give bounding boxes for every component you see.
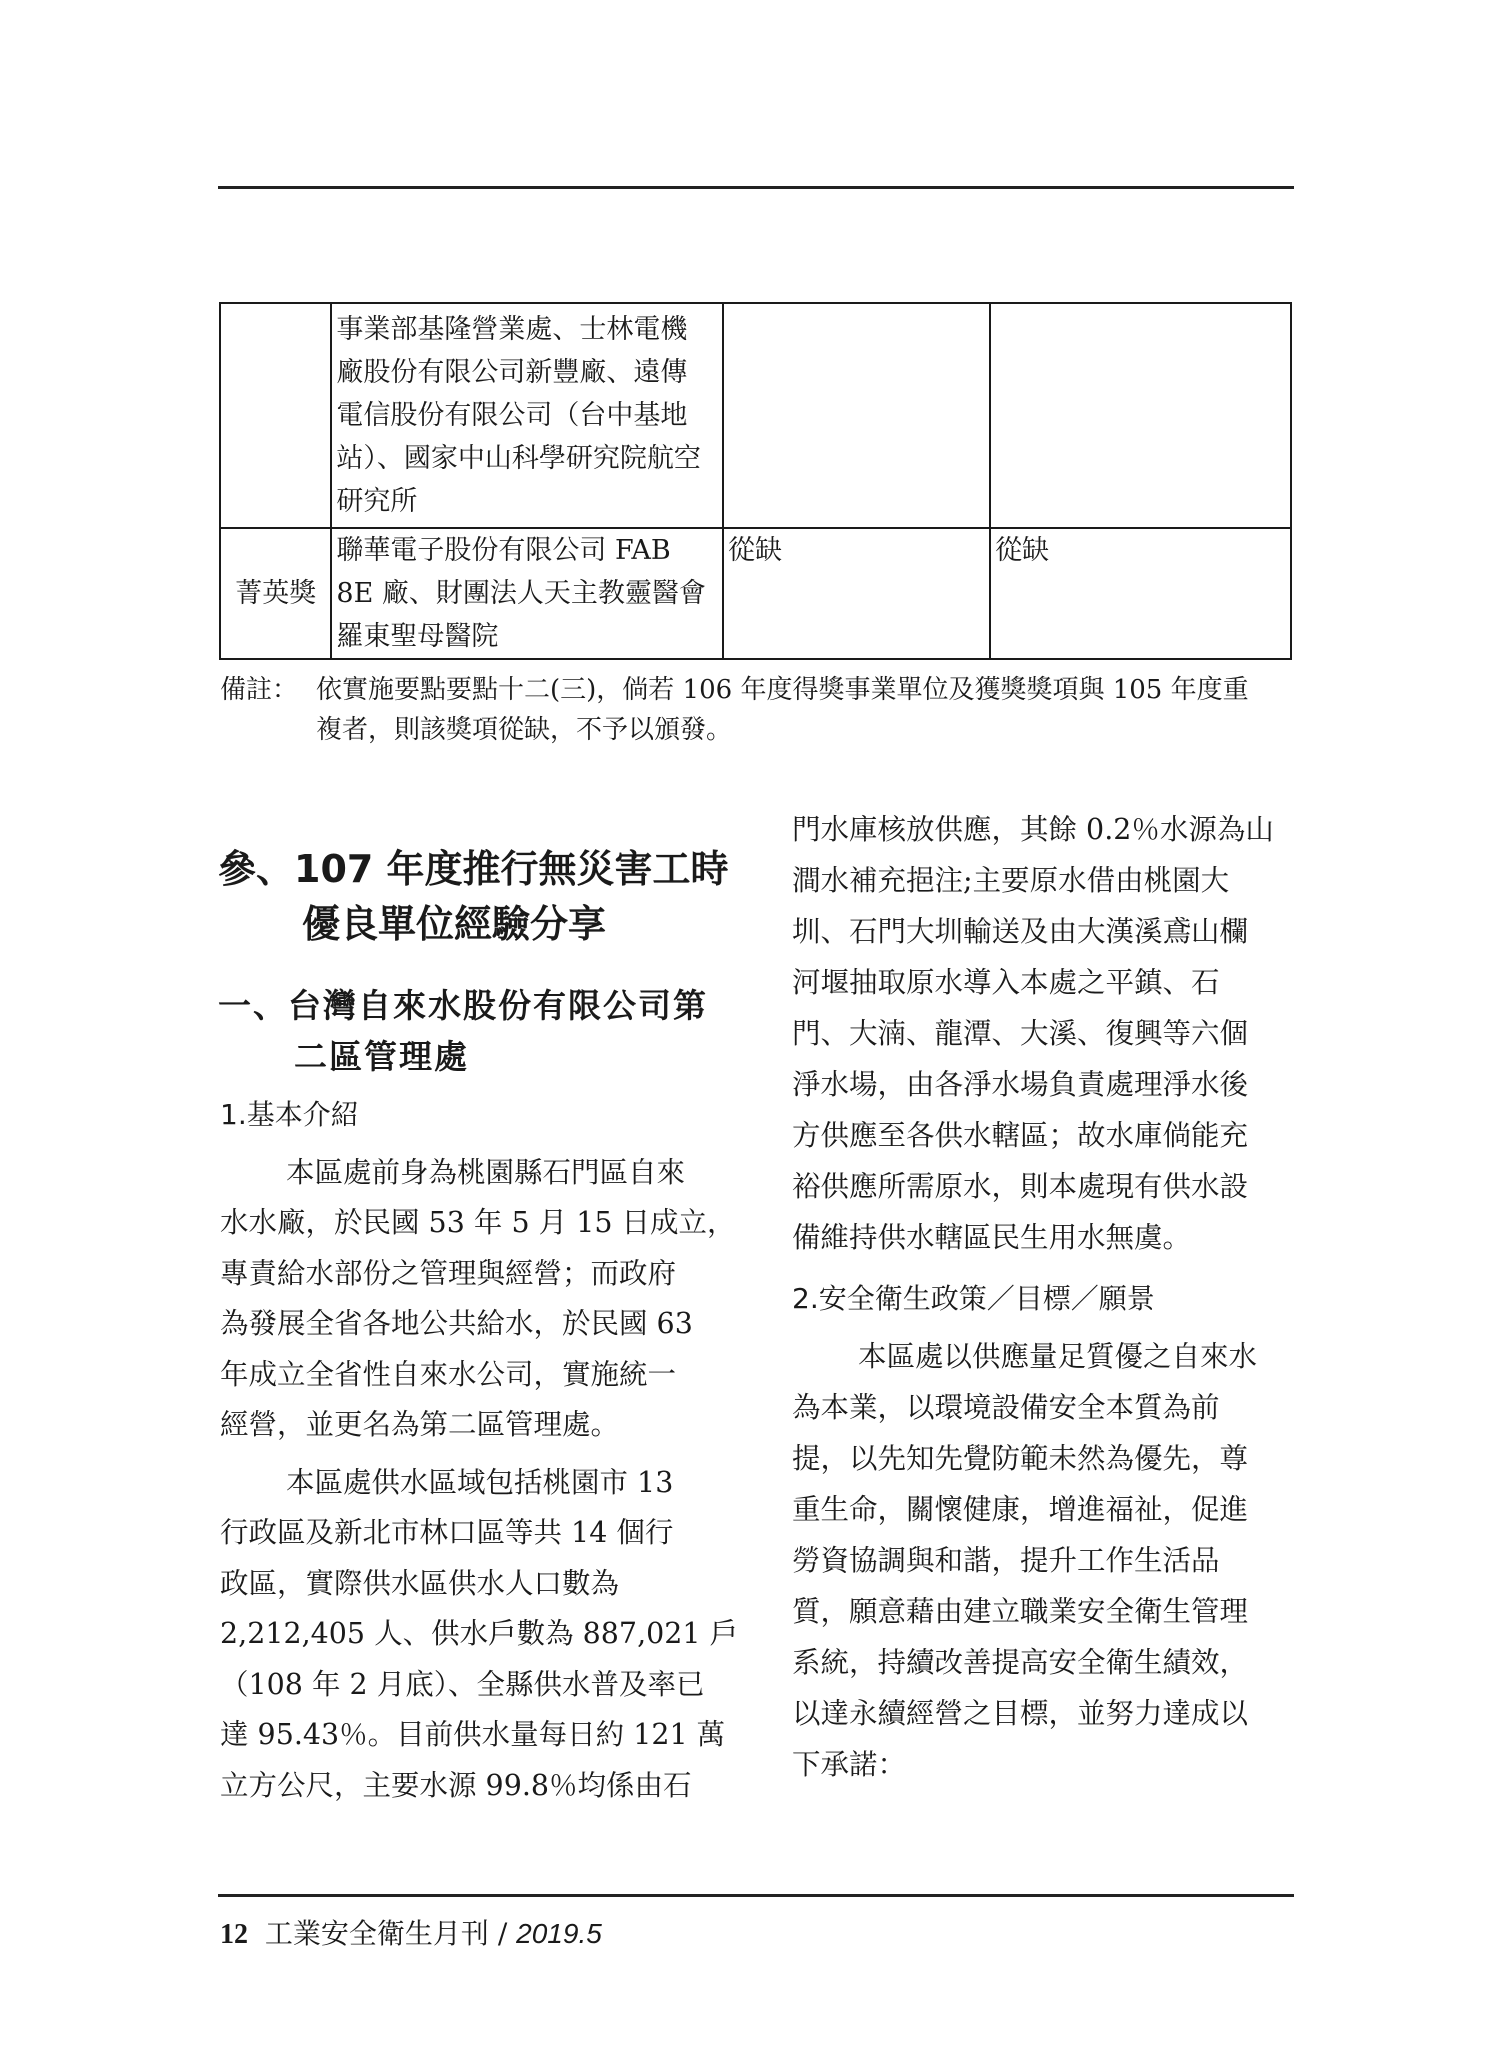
award-name-cell <box>220 303 331 528</box>
page-number: 12 <box>220 1919 248 1950</box>
paragraph-line: 年成立全省性自來水公司，實施統一 <box>220 1358 677 1391</box>
cell-line: 站）、國家中山科學研究院航空 <box>336 443 701 474</box>
publication-name: 工業安全衛生月刊 <box>264 1917 489 1950</box>
award-name-cell: 菁英獎 <box>220 528 331 659</box>
cell-line: 事業部基隆營業處、士林電機 <box>336 314 688 345</box>
paragraph-line: 備維持供水轄區民生用水無虞。 <box>792 1221 1192 1254</box>
paragraph-line: 以達永續經營之目標，並努力達成以 <box>792 1697 1249 1730</box>
awards-table <box>219 302 1292 660</box>
paragraph-line: 本區處以供應量足質優之自來水 <box>858 1340 1258 1373</box>
paragraph-line: 淨水場，由各淨水場負責處理淨水後 <box>792 1068 1249 1101</box>
col4-cell <box>990 303 1291 528</box>
cell-line: 電信股份有限公司（台中基地 <box>336 400 688 431</box>
paragraph-line: 達 95.43％。目前供水量每日約 121 萬 <box>220 1718 726 1751</box>
cell-line: 8E 廠、財團法人天主教靈醫會 <box>336 578 706 609</box>
subsection-title: 一、台灣自來水股份有限公司第 <box>218 986 708 1025</box>
header-rule <box>218 186 1294 189</box>
paragraph-line: 專責給水部份之管理與經營；而政府 <box>220 1257 677 1290</box>
paragraph-line: 門、大湳、龍潭、大溪、復興等六個 <box>792 1017 1249 1050</box>
footer-rule <box>218 1894 1294 1897</box>
paragraph-line: 為本業，以環境設備安全本質為前 <box>792 1391 1220 1424</box>
cell-line: 羅東聖母醫院 <box>336 621 499 652</box>
paragraph-line: 立方公尺，主要水源 99.8％均係由石 <box>220 1769 692 1802</box>
policy-heading: 2.安全衛生政策／目標／願景 <box>792 1282 1155 1315</box>
winning-units-cell <box>331 303 723 528</box>
paragraph-line: 河堰抽取原水導入本處之平鎮、石 <box>792 966 1220 999</box>
paragraph-line: 門水庫核放供應，其餘 0.2％水源為山 <box>792 813 1274 846</box>
table-row <box>220 528 1291 659</box>
paragraph-line: 為發展全省各地公共給水，於民國 63 <box>220 1307 693 1340</box>
note-label: 備註： <box>220 675 299 705</box>
paragraph-line: 水水廠，於民國 53 年 5 月 15 日成立， <box>220 1206 736 1239</box>
paragraph-line: 裕供應所需原水，則本處現有供水設 <box>792 1170 1249 1203</box>
paragraph-line: 下承諾： <box>792 1748 907 1781</box>
note-line: 複者，則該獎項從缺，不予以頒發。 <box>316 715 733 745</box>
cell-line: 聯華電子股份有限公司 FAB <box>336 535 671 566</box>
intro-heading: 1.基本介紹 <box>220 1098 359 1131</box>
paragraph-line: 經營，並更名為第二區管理處。 <box>220 1408 620 1441</box>
paragraph-line: 提，以先知先覺防範未然為優先，尊 <box>792 1442 1249 1475</box>
section-title: 參、107 年度推行無災害工時 <box>218 847 729 891</box>
table-row <box>220 303 1291 528</box>
paragraph-line: 系統，持續改善提高安全衛生績效， <box>792 1646 1249 1679</box>
paragraph-line: 方供應至各供水轄區；故水庫倘能充 <box>792 1119 1249 1152</box>
page-footer <box>220 1912 602 1952</box>
col3-cell: 從缺 <box>723 528 990 659</box>
paragraph-line: 質，願意藉由建立職業安全衛生管理 <box>792 1595 1249 1628</box>
paragraph-line: 行政區及新北市林口區等共 14 個行 <box>220 1516 674 1549</box>
subsection-title: 二區管理處 <box>294 1037 469 1076</box>
paragraph-line: 澗水補充挹注;主要原水借由桃園大 <box>792 864 1230 897</box>
footer-separator: / <box>488 1917 517 1950</box>
section-title: 優良單位經驗分享 <box>302 902 607 946</box>
paragraph-line: 圳、石門大圳輸送及由大漢溪鳶山欄 <box>792 915 1249 948</box>
note-line: 依實施要點要點十二(三)，倘若 106 年度得獎事業單位及獲獎獎項與 105 年度重 <box>316 675 1249 705</box>
paragraph-line: 本區處前身為桃園縣石門區自來 <box>286 1156 686 1189</box>
paragraph-line: 政區，實際供水區供水人口數為 <box>220 1567 620 1600</box>
issue-date: 2019.5 <box>516 1918 602 1949</box>
winning-units-cell <box>331 528 723 659</box>
paragraph-line: 本區處供水區域包括桃園市 13 <box>286 1466 674 1499</box>
cell-line: 研究所 <box>336 486 418 517</box>
paragraph-line: 重生命，關懷健康，增進福祉，促進 <box>792 1493 1249 1526</box>
col3-cell <box>723 303 990 528</box>
paragraph-line: （108 年 2 月底）、全縣供水普及率已 <box>220 1668 705 1701</box>
paragraph-line: 2,212,405 人、供水戶數為 887,021 戶 <box>220 1617 739 1650</box>
col4-cell: 從缺 <box>990 528 1291 659</box>
paragraph-line: 勞資協調與和諧，提升工作生活品 <box>792 1544 1220 1577</box>
cell-line: 廠股份有限公司新豐廠、遠傳 <box>336 357 688 388</box>
